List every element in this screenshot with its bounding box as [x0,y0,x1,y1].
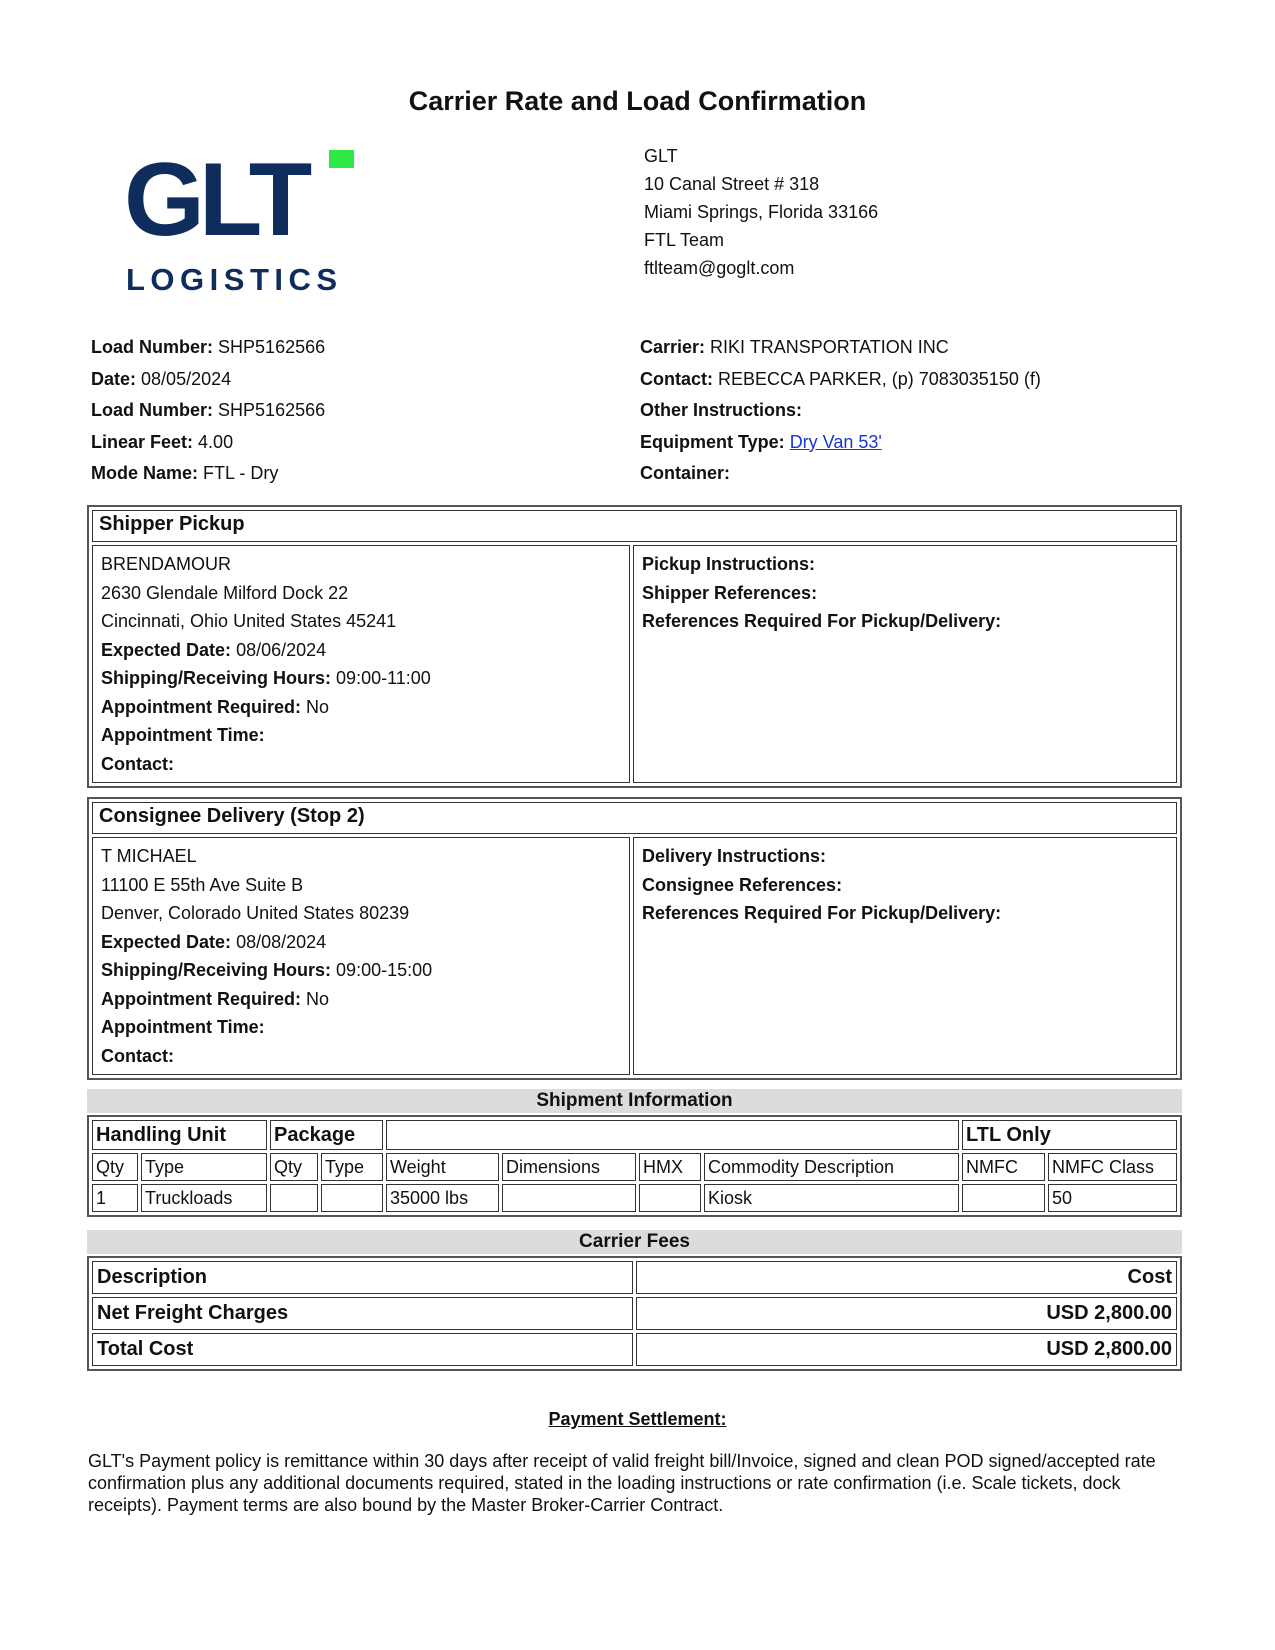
payment-settlement-heading: Payment Settlement: [548,1409,727,1429]
cell-qty: 1 [92,1184,138,1212]
shipper-address2: Cincinnati, Ohio United States 45241 [101,611,397,631]
references-required-label: References Required For Pickup/Delivery: [642,611,1002,631]
info-load-number: Load Number: SHP5162566 [91,337,326,357]
svg-text:GLT: GLT [124,150,307,258]
fee-cost: USD 2,800.00 [636,1297,1177,1330]
group-package: Package [270,1120,383,1150]
shipper-references-label: Shipper References: [642,582,818,603]
group-handling-unit: Handling Unit [92,1120,267,1150]
consignee-name: T MICHAEL [101,846,197,866]
cell-dimensions [502,1184,636,1212]
col-type: Type [141,1153,267,1181]
references-required-label: References Required For Pickup/Delivery: [642,903,1002,923]
info-mode-name: Mode Name: FTL - Dry [91,463,279,483]
info-carrier: Carrier: RIKI TRANSPORTATION INC [640,337,949,357]
consignee-delivery-section [87,797,1182,1080]
fees-col-description: Description [92,1261,633,1294]
cell-weight: 35000 lbs [386,1184,499,1212]
shipper-pickup-section [87,505,1182,788]
shipper-address1: 2630 Glendale Milford Dock 22 [101,582,349,603]
table-row [92,1297,1177,1330]
pickup-instructions-label: Pickup Instructions: [642,554,816,574]
consignee-instructions-cell [633,837,1177,1075]
shipment-table [87,1115,1182,1217]
col-package-type: Type [321,1153,383,1181]
col-qty: Qty [92,1153,138,1181]
shipment-info-heading: Shipment Information [87,1089,1182,1113]
info-container: Container: [640,463,730,483]
company-email: ftlteam@goglt.com [644,258,795,278]
consignee-hours: Shipping/Receiving Hours: 09:00-15:00 [101,960,433,980]
info-contact: Contact: REBECCA PARKER, (p) 7083035150 (f) [640,368,1041,389]
carrier-fees-heading: Carrier Fees [87,1230,1182,1254]
company-address-line2: Miami Springs, Florida 33166 [644,202,879,222]
fee-description: Net Freight Charges [92,1297,633,1330]
equipment-type-link[interactable]: Dry Van 53' [789,431,882,452]
payment-settlement-text: GLT's Payment policy is remittance within 30 days after receipt of valid freight bill/Invoice, signed and clean POD signed/accepted rate confirmation plus any additional documents required, stated in the loading instructions or rate confirmation (i.e. Scale tickets, dock receipts). Payment terms are also bound by the Master Broker-Carrier Contract. [88,1451,1156,1515]
shipment-group-header-row [92,1120,1177,1150]
group-ltl-only: LTL Only [962,1120,1177,1150]
carrier-fees-table [87,1256,1182,1371]
consignee-references-label: Consignee References: [642,874,843,895]
cell-nmfc [962,1184,1045,1212]
consignee-expected-date: Expected Date: 08/08/2024 [101,931,327,952]
info-linear-feet: Linear Feet: 4.00 [91,431,234,452]
company-address [644,142,878,282]
cell-hmx [639,1184,701,1212]
shipper-address-cell [92,545,630,783]
delivery-instructions-label: Delivery Instructions: [642,846,827,866]
consignee-address2: Denver, Colorado United States 80239 [101,903,410,923]
cell-type: Truckloads [141,1184,267,1212]
fees-header-row [92,1261,1177,1294]
info-equipment-type: Equipment Type: Dry Van 53' [640,431,882,452]
shipper-hours: Shipping/Receiving Hours: 09:00-11:00 [101,668,431,688]
col-dimensions: Dimensions [502,1153,636,1181]
col-commodity-description: Commodity Description [704,1153,959,1181]
col-weight: Weight [386,1153,499,1181]
cell-nmfc-class: 50 [1048,1184,1177,1212]
shipper-appointment-time: Appointment Time: [101,725,265,745]
shipper-pickup-heading: Shipper Pickup [92,510,1177,542]
company-name: GLT [644,146,678,166]
shipper-appointment-required: Appointment Required: No [101,696,330,717]
cell-package-qty [270,1184,318,1212]
shipper-name: BRENDAMOUR [101,554,232,574]
shipper-instructions-cell [633,545,1177,783]
fee-description: Total Cost [92,1333,633,1366]
info-load-number-2: Load Number: SHP5162566 [91,400,326,420]
consignee-address-cell [92,837,630,1075]
col-hmx: HMX [639,1153,701,1181]
glt-logistics-logo [124,150,354,300]
fee-cost: USD 2,800.00 [636,1333,1177,1366]
consignee-delivery-heading: Consignee Delivery (Stop 2) [92,802,1177,834]
shipper-contact: Contact: [101,753,174,774]
consignee-appointment-required: Appointment Required: No [101,988,330,1009]
load-info-left [91,332,325,490]
consignee-appointment-time: Appointment Time: [101,1017,265,1037]
fees-col-cost: Cost [636,1261,1177,1294]
load-info-right [640,332,1041,490]
svg-text:LOGISTICS: LOGISTICS [126,262,343,297]
col-nmfc-class: NMFC Class [1048,1153,1177,1181]
table-row [92,1333,1177,1366]
table-row [92,1184,1177,1212]
shipper-expected-date: Expected Date: 08/06/2024 [101,639,327,660]
cell-package-type [321,1184,383,1212]
cell-commodity-description: Kiosk [704,1184,959,1212]
company-team: FTL Team [644,230,725,250]
company-address-line1: 10 Canal Street # 318 [644,174,820,194]
info-date: Date: 08/05/2024 [91,368,232,389]
shipment-column-header-row [92,1153,1177,1181]
col-nmfc: NMFC [962,1153,1045,1181]
consignee-address1: 11100 E 55th Ave Suite B [101,874,304,895]
info-other-instructions: Other Instructions: [640,400,803,420]
consignee-contact: Contact: [101,1045,174,1066]
group-blank [386,1120,959,1150]
col-package-qty: Qty [270,1153,318,1181]
page-title: Carrier Rate and Load Confirmation [408,86,867,116]
